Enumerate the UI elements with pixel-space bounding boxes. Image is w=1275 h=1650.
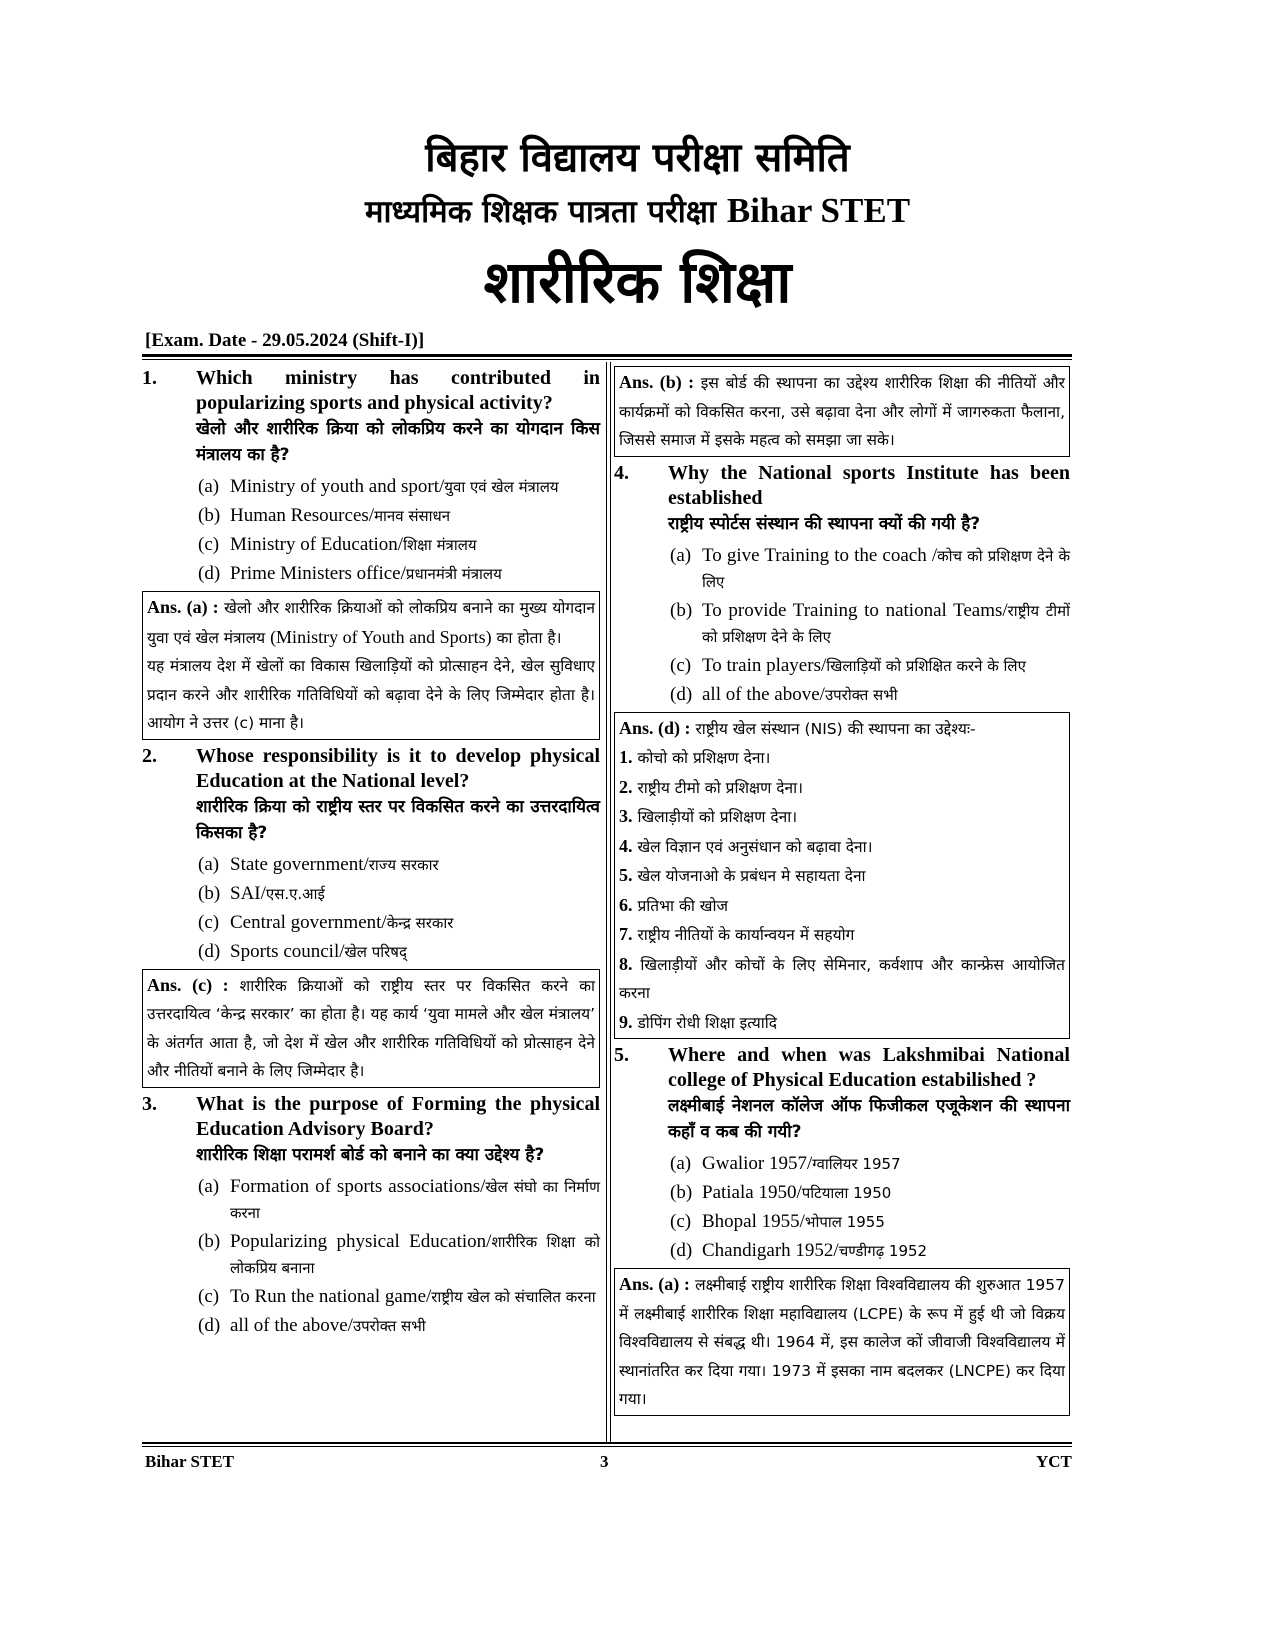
question-number: 1.	[142, 367, 157, 389]
answer-label: Ans. (a) :	[619, 1274, 690, 1294]
option-text	[702, 1209, 1070, 1235]
option-item	[670, 653, 1070, 679]
question-number: 2.	[142, 744, 157, 767]
option-hindi: राष्ट्रीय खेल को संचालित करना	[431, 1287, 596, 1306]
question-english: Why the National sports Institute has been established	[668, 461, 1070, 509]
question-english: What is the purpose of Forming the physical Education Advisory Board?	[196, 1092, 600, 1140]
option-text	[230, 503, 600, 529]
list-text: खेल योजनाओ के प्रबंधन मे सहायता देना	[637, 867, 866, 885]
list-text: खेल विज्ञान एवं अनुसंधान को बढ़ावा देना।	[637, 837, 873, 856]
answer-box	[614, 712, 1070, 1040]
option-item	[198, 532, 600, 558]
option-english: To provide Training to national Teams/	[702, 599, 1008, 621]
question-hindi: शारीरिक शिक्षा परामर्श बोर्ड को बनाने का क्या उद्देश्य है?	[196, 1144, 545, 1165]
option-letter: (d)	[198, 1314, 221, 1336]
question-hindi: लक्ष्मीबाई नेशनल कॉलेज ऑफ फिजीकल एजूकेशन की स्थापना कहाँ व कब की गयी?	[668, 1096, 1070, 1142]
option-english: SAI/	[230, 882, 266, 904]
right-column	[614, 364, 1070, 1420]
divider	[142, 1446, 1072, 1447]
option-hindi: प्रधानमंत्री मंत्रालय	[405, 565, 502, 583]
question-hindi: शारीरिक क्रिया को राष्ट्रीय स्तर पर विकसित करने का उत्तरदायित्व किसका है?	[196, 796, 600, 843]
answer-text: का होता है।	[496, 628, 562, 647]
option-hindi: युवा एवं खेल मंत्रालय	[444, 478, 559, 496]
answer-text-english: (Ministry of Youth and Sports)	[270, 626, 492, 647]
divider	[142, 354, 1072, 357]
option-hindi: शिक्षा मंत्रालय	[403, 536, 477, 554]
footer-left: Bihar STET	[145, 1452, 234, 1471]
option-letter: (a)	[670, 544, 692, 566]
answer-list-item	[619, 891, 1065, 921]
option-hindi: भोपाल 1955	[804, 1213, 885, 1231]
option-text	[702, 1151, 1070, 1177]
list-number: 2.	[619, 776, 633, 797]
option-letter: (c)	[198, 534, 220, 555]
option-hindi: पटियाला 1950	[801, 1184, 892, 1202]
option-text	[230, 939, 600, 965]
option-hindi: खेल परिषद्	[344, 942, 407, 961]
question-hindi: खेलो और शारीरिक क्रिया को लोकप्रिय करने का योगदान किस मंत्रालय का है?	[196, 419, 600, 465]
option-item	[198, 561, 600, 587]
option-text	[230, 561, 600, 587]
option-letter: (c)	[198, 1285, 220, 1307]
option-item	[198, 881, 600, 907]
option-letter: (d)	[198, 563, 221, 584]
question-q4	[614, 461, 1070, 537]
exam-title-hindi: माध्यमिक शिक्षक पात्रता परीक्षा	[364, 194, 717, 230]
answer-list-item	[619, 802, 1065, 832]
option-letter: (d)	[198, 940, 221, 962]
left-column	[142, 364, 600, 1343]
options-list	[670, 543, 1070, 708]
question-q5	[614, 1043, 1070, 1145]
option-text	[702, 1238, 1070, 1264]
option-hindi: कोच को प्रशिक्षण देने के लिए	[702, 546, 1070, 591]
option-text	[230, 474, 600, 500]
option-item	[670, 1238, 1070, 1264]
option-item	[198, 1174, 600, 1226]
question-number: 3.	[142, 1092, 157, 1115]
subject-title: शारीरिक शिक्षा	[483, 248, 792, 316]
option-letter: (c)	[670, 654, 692, 676]
list-number: 6.	[619, 894, 633, 915]
option-item	[670, 682, 1070, 708]
answer-label: Ans. (a) :	[147, 597, 219, 617]
divider	[142, 359, 1072, 360]
option-english: State government/	[230, 853, 369, 875]
option-english: Sports council/	[230, 940, 345, 962]
option-english: Patiala 1950/	[702, 1182, 802, 1203]
option-text	[702, 653, 1070, 679]
list-number: 5.	[619, 865, 633, 885]
question-q3	[142, 1092, 600, 1168]
options-list	[198, 852, 600, 965]
options-list	[198, 1174, 600, 1339]
option-text	[230, 532, 600, 558]
option-letter: (b)	[670, 599, 693, 621]
question-body	[196, 744, 600, 846]
option-hindi: उपरोक्त सभी	[352, 1316, 426, 1335]
question-body	[668, 1043, 1070, 1145]
footer-right: YCT	[1036, 1452, 1072, 1471]
list-text: प्रतिभा की खोज	[637, 896, 728, 915]
exam-date: [Exam. Date - 29.05.2024 (Shift-I)]	[145, 330, 425, 351]
answer-text: लक्ष्मीबाई राष्ट्रीय शारीरिक शिक्षा विश्वविद्यालय की शुरुआत 1957 में लक्ष्मीबाई शारीरिक शिक्षा महाविद्यालय (LCPE) के रूप में हुई थी जो विक्रय विश्वविद्यालय से संबद्ध थी। 1964 में, इस कालेज कों जीवाजी विश्वविद्यालय में स्थानांतरित कर दिया गया। 1973 में इसका नाम बदलकर (LNCPE) कर दिया गया।	[619, 1276, 1066, 1408]
option-letter: (b)	[198, 1230, 221, 1252]
option-hindi: खिलाड़ियों को प्रशिक्षित करने के लिए	[826, 656, 1026, 675]
list-text: कोचो को प्रशिक्षण देना।	[637, 749, 771, 767]
option-text	[230, 881, 600, 907]
list-number: 1.	[619, 747, 633, 767]
exam-title-english: Bihar STET	[726, 191, 911, 230]
option-text	[230, 852, 600, 878]
option-english: Gwalior 1957/	[702, 1153, 813, 1174]
question-hindi: राष्ट्रीय स्पोर्टस संस्थान की स्थापना क्यों की गयी है?	[668, 513, 981, 534]
option-letter: (a)	[198, 476, 220, 497]
option-item	[198, 910, 600, 936]
option-english: Human Resources/	[230, 505, 375, 526]
option-english: Popularizing physical Education/	[230, 1230, 492, 1252]
question-number: 5.	[614, 1044, 629, 1066]
option-text	[230, 910, 600, 936]
option-english: To Run the national game/	[230, 1285, 432, 1307]
answer-paragraph: यह मंत्रालय देश में खेलों का विकास खिलाड़ियों को प्रोत्साहन देने, खेल सुविधाए प्रदान करने और शारीरिक गतिविधियों को बढ़ावा देने के लिए जिम्मेदार होता है। आयोग ने उत्तर (c) माना है।	[147, 657, 595, 732]
answer-list-item	[619, 1008, 1065, 1038]
answer-list-item	[619, 920, 1065, 950]
option-hindi: खेल संघो का निर्माण करना	[230, 1177, 600, 1222]
option-english: Central government/	[230, 911, 387, 933]
question-q2	[142, 744, 600, 846]
option-text	[230, 1174, 600, 1226]
option-english: Ministry of youth and sport/	[230, 476, 445, 497]
list-text: राष्ट्रीय टीमो को प्रशिक्षण देना।	[637, 778, 804, 797]
list-text: डोपिंग रोधी शिक्षा इत्यादि	[637, 1013, 778, 1032]
option-item	[670, 1151, 1070, 1177]
answer-list-item	[619, 832, 1065, 862]
option-english: To train players/	[702, 654, 827, 676]
option-letter: (b)	[198, 882, 221, 904]
option-item	[198, 1229, 600, 1281]
option-english: Ministry of Education/	[230, 534, 404, 555]
divider	[142, 1442, 1072, 1444]
list-text: राष्ट्रीय नीतियों के कार्यान्वयन में सहयोग	[637, 926, 855, 944]
exam-title	[0, 190, 1275, 232]
option-letter: (c)	[198, 911, 220, 933]
option-hindi: ग्वालियर 1957	[812, 1155, 901, 1173]
question-body	[196, 1092, 600, 1168]
option-item	[198, 1284, 600, 1310]
option-text	[702, 1180, 1070, 1206]
answer-box	[142, 969, 600, 1088]
option-item	[198, 1313, 600, 1339]
question-english: Which ministry has contributed in popularizing sports and physical activity?	[196, 367, 600, 414]
list-number: 4.	[619, 835, 633, 856]
answer-text: राष्ट्रीय खेल संस्थान (NIS) की स्थापना का उद्देश्यः-	[695, 719, 976, 738]
option-english: To give Training to the coach /	[702, 544, 938, 566]
option-letter: (d)	[670, 1240, 693, 1261]
option-letter: (b)	[198, 505, 221, 526]
answer-box	[142, 591, 600, 740]
answer-list-item	[619, 773, 1065, 803]
column-divider	[606, 362, 607, 1442]
option-letter: (c)	[670, 1211, 692, 1232]
option-letter: (a)	[670, 1153, 692, 1174]
answer-list-item	[619, 950, 1065, 1008]
option-english: Prime Ministers office/	[230, 563, 406, 584]
answer-list-item	[619, 861, 1065, 891]
question-english: Where and when was Lakshmibai National college of Physical Education estabilished ?	[668, 1044, 1070, 1091]
options-list	[198, 474, 600, 587]
column-divider	[610, 362, 611, 1442]
option-text	[230, 1284, 600, 1310]
question-body	[196, 366, 600, 468]
option-item	[198, 474, 600, 500]
answer-label: Ans. (b) :	[619, 372, 695, 392]
option-english: Chandigarh 1952/	[702, 1240, 839, 1261]
list-text: खिलाड़ीयों और कोचों के लिए सेमिनार, कर्वशाप और कान्फ्रेस आयोजित करना	[619, 955, 1065, 1002]
option-hindi: उपरोक्त सभी	[824, 685, 898, 704]
option-hindi: चण्डीगढ़ 1952	[838, 1242, 928, 1260]
options-list	[670, 1151, 1070, 1264]
option-english: Formation of sports associations/	[230, 1175, 486, 1197]
option-letter: (a)	[198, 1175, 220, 1197]
option-hindi: राष्ट्रीय टीमों को प्रशिक्षण देने के लिए	[702, 601, 1070, 646]
option-item	[198, 852, 600, 878]
option-letter: (a)	[198, 853, 220, 875]
list-number: 8.	[619, 953, 633, 974]
option-hindi: शारीरिक शिक्षा को लोकप्रिय बनाना	[230, 1232, 600, 1277]
board-title: बिहार विद्यालय परीक्षा समिति	[425, 135, 850, 181]
list-number: 9.	[619, 1011, 633, 1032]
option-text	[702, 598, 1070, 650]
option-english: all of the above/	[230, 1314, 353, 1336]
question-number: 4.	[614, 461, 629, 484]
answer-label: Ans. (d) :	[619, 717, 691, 738]
option-item	[670, 598, 1070, 650]
option-letter: (b)	[670, 1182, 693, 1203]
answer-label: Ans. (c) :	[147, 974, 229, 995]
page-number: 3	[600, 1452, 609, 1471]
list-number: 7.	[619, 924, 633, 944]
question-body	[668, 461, 1070, 537]
option-text	[230, 1313, 600, 1339]
option-hindi: मानव संसाधन	[374, 507, 451, 525]
option-hindi: केन्द्र सरकार	[386, 913, 454, 932]
option-english: Bhopal 1955/	[702, 1211, 805, 1232]
answer-text: इस बोर्ड की स्थापना का उद्देश्य शारीरिक शिक्षा की नीतियों और कार्यक्रमों को विकसित करना, उसे बढ़ावा देना और लोगों में जागरुकता फैलाना, जिससे समाज में इसके महत्व को समझा जा सके।	[619, 374, 1066, 449]
answer-box	[614, 366, 1070, 457]
answer-text: खेलो और शारीरिक क्रियाओं को लोकप्रिय बनाने का मुख्य योगदान युवा एवं खेल मंत्रालय	[147, 599, 595, 647]
option-item	[670, 1209, 1070, 1235]
option-item	[198, 939, 600, 965]
option-text	[230, 1229, 600, 1281]
list-number: 3.	[619, 806, 633, 826]
option-item	[670, 543, 1070, 595]
option-text	[702, 682, 1070, 708]
answer-list-item	[619, 743, 1065, 773]
answer-text: शारीरिक क्रियाओं को राष्ट्रीय स्तर पर विकसित करने का उत्तरदायित्व ‘केन्द्र सरकार’ का होता है। यह कार्य ‘युवा मामले और खेल मंत्रालय’ के अंतर्गत आता है, जो देश में खेल और शारीरिक गतिविधियों को प्रोत्साहन देने और नीतियों बनाने के लिए जिम्मेदार है।	[147, 976, 595, 1080]
option-letter: (d)	[670, 683, 693, 705]
option-hindi: एस.ए.आई	[265, 884, 325, 903]
list-text: खिलाड़ीयों को प्रशिक्षण देना।	[637, 808, 798, 826]
question-english: Whose responsibility is it to develop physical Education at the National level?	[196, 744, 600, 792]
option-text	[702, 543, 1070, 595]
option-item	[670, 1180, 1070, 1206]
option-item	[198, 503, 600, 529]
option-english: all of the above/	[702, 683, 825, 705]
question-q1	[142, 366, 600, 468]
option-hindi: राज्य सरकार	[368, 855, 439, 874]
answer-box	[614, 1268, 1070, 1416]
